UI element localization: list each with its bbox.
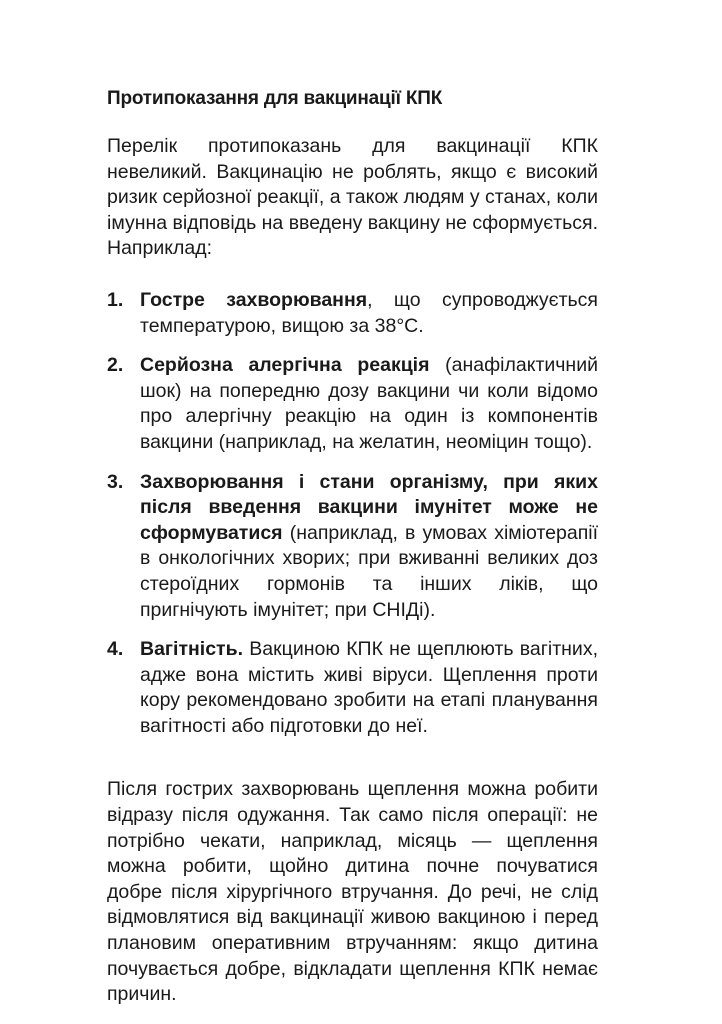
list-item-body: Вакциною КПК не щеплюють вагітних, адже вона містить живі віруси. Щеплення проти кору рекомендовано зробити на етапі планування вагітності або підготовки до неї.	[140, 638, 598, 737]
list-item-number: 3.	[107, 470, 124, 493]
list-item-bold-lead: Серйозна алергічна реакція	[140, 354, 430, 377]
intro-paragraph: Перелік протипоказань для вакцинації КПК невеликий. Вакцинацію не роблять, якщо є високий ризик серйозної реакції, а також людям у станах, коли імунна відповідь на введену вакцину не сформується. Наприклад:	[107, 135, 598, 260]
contraindications-list	[107, 288, 598, 740]
closing-paragraph: Після гострих захворювань щеплення можна робити відразу після одужання. Так само після операції: не потрібно чекати, наприклад, місяць — щеплення можна робити, щойно дитина почне почуватися добре після хірургічного втручання. До речі, не слід відмовлятися від вакцинації живою вакциною і перед плановим оперативним втручанням: якщо дитина почувається добре, відкладати щеплення КПК немає причин.	[107, 778, 598, 1006]
list-item-text	[140, 288, 598, 339]
list-item-bold-lead: Вагітність.	[140, 638, 244, 661]
document-page	[107, 86, 598, 1008]
list-item	[107, 637, 598, 739]
list-item-body: , що супроводжується температурою, вищою за 38°C.	[140, 288, 598, 337]
list-item-text	[140, 470, 598, 624]
list-item-number: 2.	[107, 354, 124, 377]
list-item-body: (анафілактичний шок) на попередню дозу вакцини чи коли відомо про алергічну реакцію на один із компонентів вакцини (наприклад, на желатин, неоміцин тощо).	[140, 354, 598, 453]
list-item-number: 1.	[107, 288, 124, 311]
list-item	[107, 288, 598, 339]
list-item-bold-lead: Гостре захворювання	[140, 288, 368, 311]
list-item-text	[140, 353, 598, 455]
list-item-body: (наприклад, в умовах хіміотерапії в онкологічних хворих; при вживанні великих доз стероїдних гормонів та інших ліків, що пригнічують імунітет; при СНІДі).	[140, 521, 598, 621]
section-heading: Протипоказання для вакцинації КПК	[107, 88, 443, 109]
list-item	[107, 353, 598, 455]
list-item-number: 4.	[107, 638, 124, 661]
list-item-text	[140, 637, 598, 739]
list-item-bold-lead: Захворювання і стани організму, при яких після введення вакцини імунітет може не сформуватися	[140, 470, 598, 544]
list-item	[107, 470, 598, 624]
